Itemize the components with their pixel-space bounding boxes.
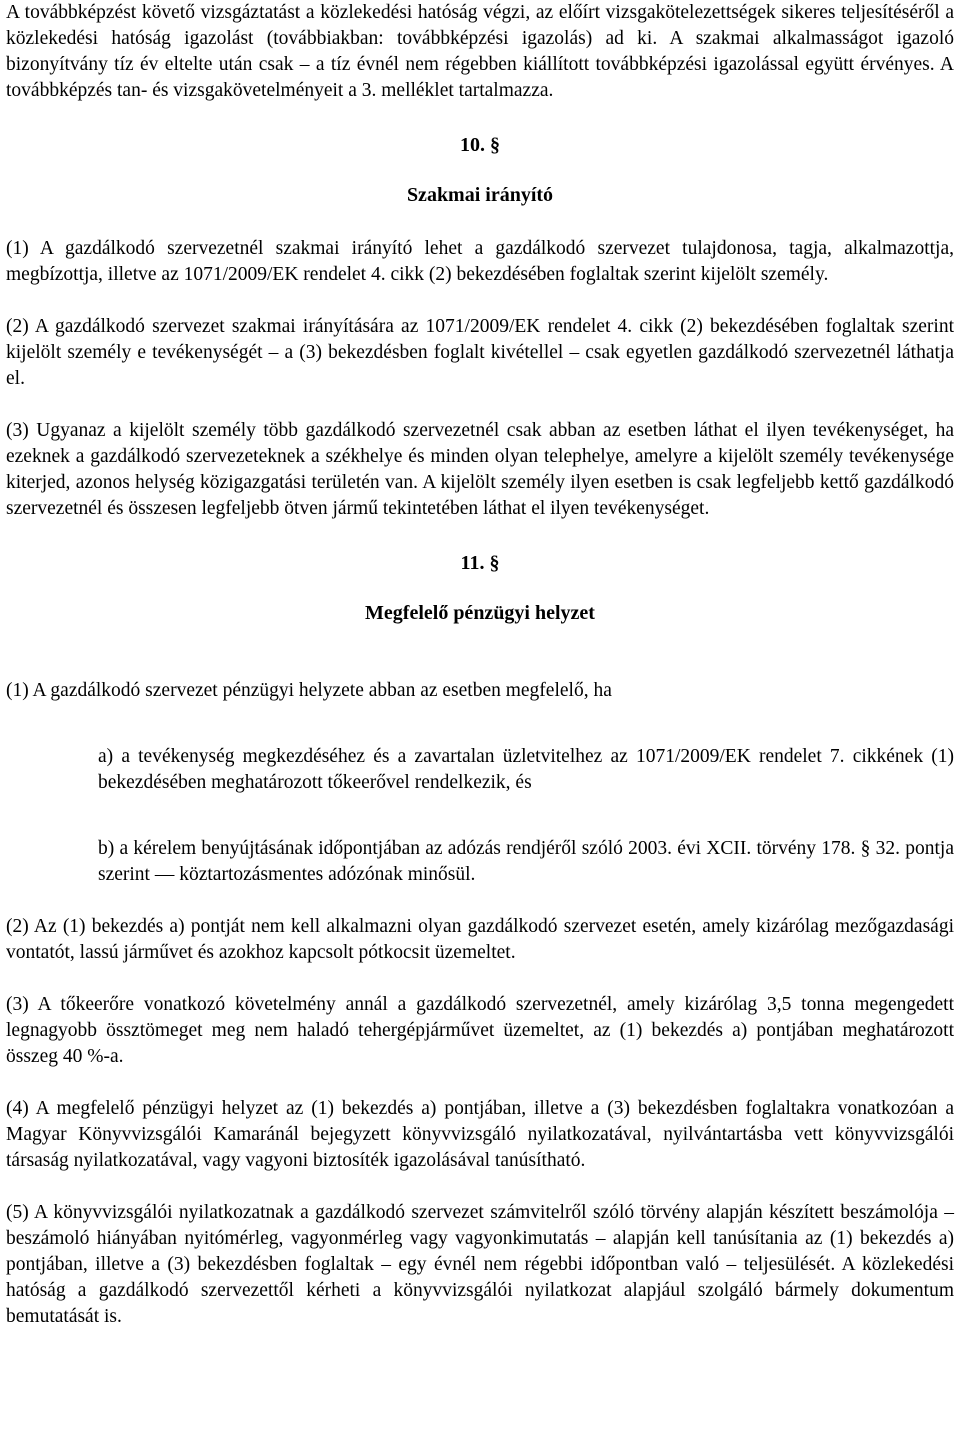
section-11-paragraph-4: (4) A megfelelő pénzügyi helyzet az (1) bekezdés a) pontjában, illetve a (3) bekezdésben foglaltakra vonatkozóan a Magyar Könyvvizsgálói Kamaránál bejegyzett könyvvizsgáló nyilatkozatával, nyilvántartásba vett könyvvizsgálói társaság nyilatkozatával, vagy vagyoni biztosíték igazolásával tanúsítható. [6, 1098, 954, 1171]
section-11-number: 11. § [460, 552, 500, 574]
section-10-paragraph-1: (1) A gazdálkodó szervezetnél szakmai irányító lehet a gazdálkodó szervezet tulajdonosa, tagja, alkalmazottja, megbízottja, illetve az 1071/2009/EK rendelet 4. cikk (2) bekezdésében foglaltak szerint kijelölt személy. [6, 238, 954, 285]
section-11-list-item-a: a) a tevékenység megkezdéséhez és a zavartalan üzletvitelhez az 1071/2009/EK rendelet 7. cikkének (1) bekezdésében meghatározott tőkeerővel rendelkezik, és [98, 746, 954, 793]
section-10-paragraph-2: (2) A gazdálkodó szervezet szakmai irányítására az 1071/2009/EK rendelet 4. cikk (2) bekezdésében foglaltak szerint kijelölt személy e tevékenységét – a (3) bekezdésben foglalt kivétellel – csak egyetlen gazdálkodó szervezetnél láthatja el. [6, 316, 954, 389]
section-11-paragraph-2: (2) Az (1) bekezdés a) pontját nem kell alkalmazni olyan gazdálkodó szervezet esetén, amely kizárólag mezőgazdasági vontatót, lassú járművet és azokhoz kapcsolt pótkocsit üzemeltet. [6, 916, 954, 963]
section-10-title: Szakmai irányító [406, 184, 554, 206]
intro-paragraph: A továbbképzést követő vizsgáztatást a közlekedési hatóság végzi, az előírt vizsgakötelezettségek sikeres teljesítéséről a közlekedési hatóság igazolást (továbbiakban: továbbképzési igazolás) ad ki. A szakmai alkalmasságot igazoló bizonyítvány tíz év eltelte után csak – a tíz évnél nem régebben kiállított továbbképzési igazolással együtt érvényes. A továbbképzés tan- és vizsgakövetelményeit a 3. melléklet tartalmazza. [6, 2, 954, 101]
section-10-paragraph-3: (3) Ugyanaz a kijelölt személy több gazdálkodó szervezetnél csak abban az esetben láthat el ilyen tevékenységet, ha ezeknek a gazdálkodó szervezeteknek a székhelye és minden olyan telephelye, amelyre a kijelölt személy tevékenysége kiterjed, azonos helység közigazgatási területén van. A kijelölt személy ilyen esetben is csak legfeljebb kettő gazdálkodó szervezetnél és összesen legfeljebb ötven jármű tekintetében láthat el ilyen tevékenységet. [6, 420, 954, 519]
section-11-title: Megfelelő pénzügyi helyzet [365, 602, 595, 624]
section-11-list-item-b: b) a kérelem benyújtásának időpontjában az adózás rendjéről szóló 2003. évi XCII. törvény 178. § 32. pontja szerint –– köztartozásmentes adózónak minősül. [98, 838, 954, 885]
section-11-paragraph-1: (1) A gazdálkodó szervezet pénzügyi helyzete abban az esetben megfelelő, ha [6, 680, 612, 701]
document-page [6, 0, 954, 1330]
section-11-paragraph-5: (5) A könyvvizsgálói nyilatkozatnak a gazdálkodó szervezet számvitelről szóló törvény alapján készített beszámolója – beszámoló hiányában nyitómérleg, vagyonmérleg vagy vagyonkimutatás – alapján kell tanúsítania az (1) bekezdés a) pontjában, illetve a (3) bekezdésben foglaltak – egy évnél nem régebbi időpontban való – teljesülését. A közlekedési hatóság a gazdálkodó szervezettől kérheti a könyvvizsgálói nyilatkozat alapjául szolgáló bármely dokumentum bemutatását is. [6, 1202, 954, 1327]
section-10-number: 10. § [460, 134, 500, 156]
section-11-paragraph-3: (3) A tőkeerőre vonatkozó követelmény annál a gazdálkodó szervezetnél, amely kizárólag 3,5 tonna megengedett legnagyobb össztömeget meg nem haladó tehergépjárművet üzemeltet, az (1) bekezdés a) pontjában meghatározott összeg 40 %-a. [6, 994, 954, 1067]
